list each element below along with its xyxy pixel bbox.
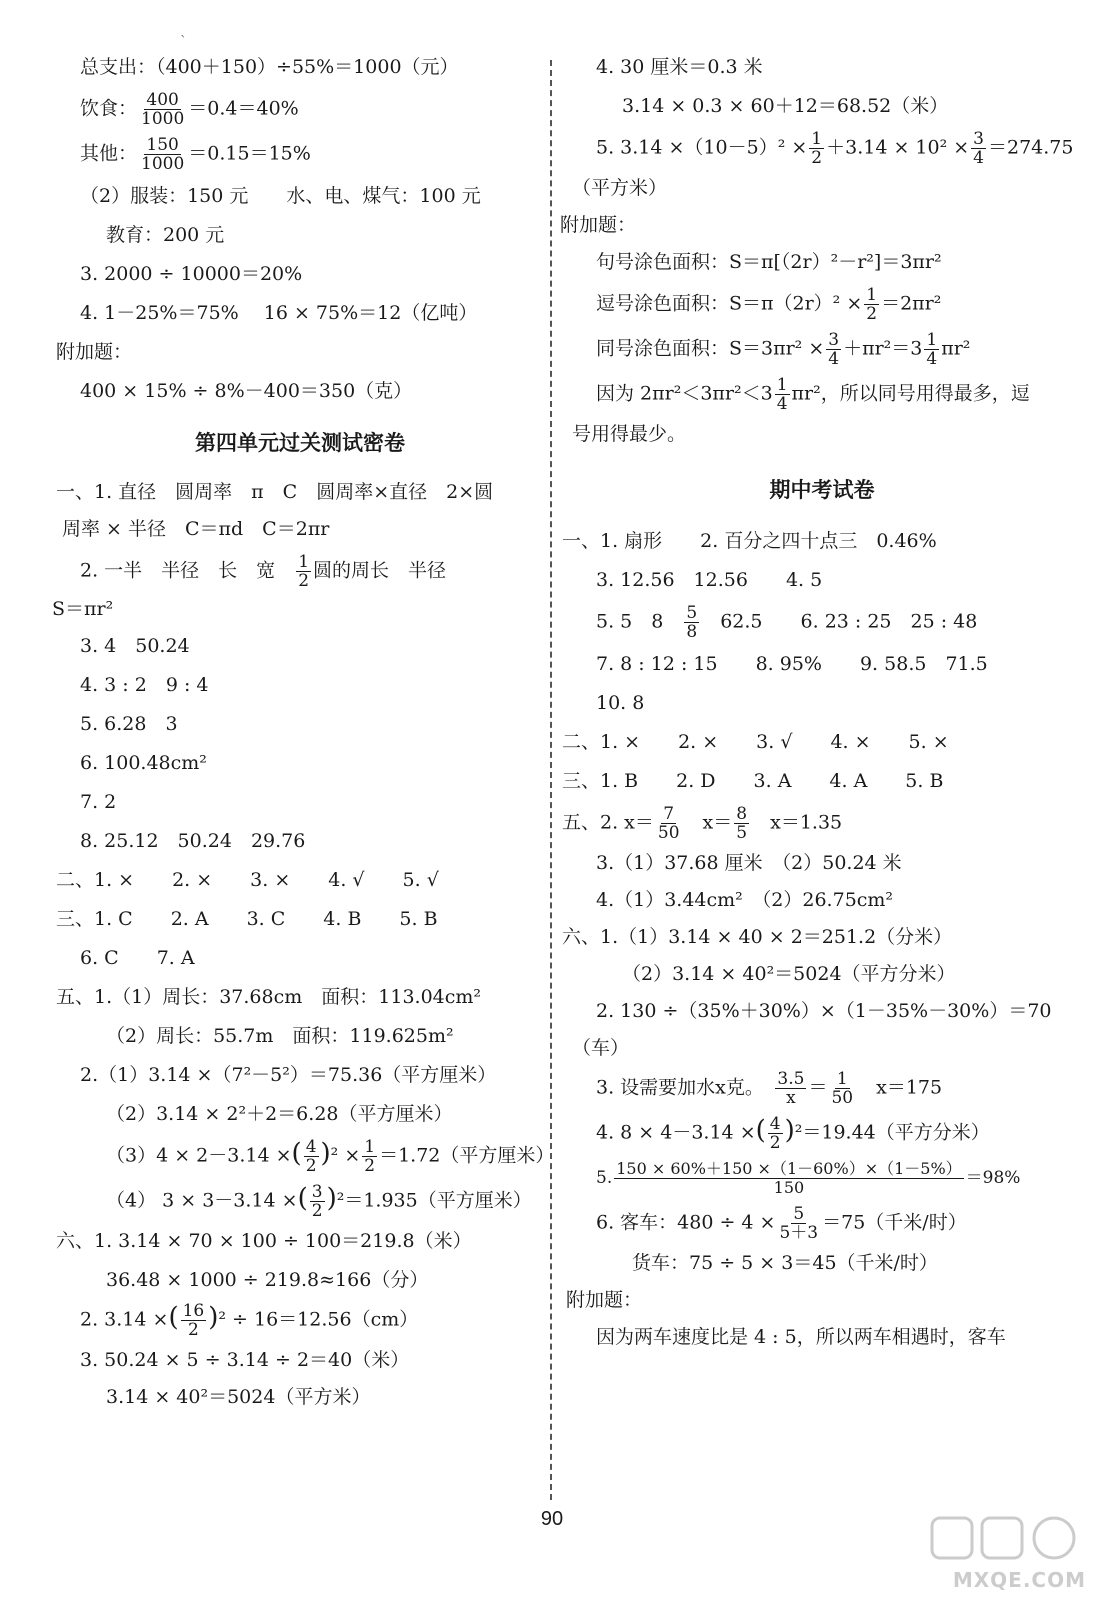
expression: 5. 5 8 xyxy=(596,610,664,633)
expression: ＝98% xyxy=(965,1168,1021,1188)
expression: ＝75（千米/时） xyxy=(822,1211,967,1234)
text-line xyxy=(572,286,1072,323)
text-line: （平方米） xyxy=(572,177,668,199)
expression: ² ÷ 16＝12.56（cm） xyxy=(218,1308,419,1331)
expression: ＝274.75 xyxy=(988,136,1074,159)
text-line: 3. 4 50.24 xyxy=(80,635,190,657)
watermark-text: MXQE.COM xyxy=(952,1568,1086,1592)
text-line xyxy=(572,604,1072,641)
text-line: 4. 8 × 4－3.14 ×( $\frac{4}{2}$ )²＝19.44（平方分米） xyxy=(596,1114,990,1153)
expression: ＋πr²＝3 xyxy=(843,337,923,360)
text-line: 7. 8 : 12 : 15 8. 95% 9. 58.5 71.5 xyxy=(596,653,988,675)
page-number: 90 xyxy=(540,1508,564,1530)
section-title: 期中考试卷 xyxy=(769,478,875,502)
fraction: $\frac{1}{2}$ xyxy=(866,285,878,324)
text-line xyxy=(572,1070,1072,1107)
text-line: 10. 8 xyxy=(596,692,645,714)
right-column xyxy=(560,54,1074,1351)
text-line: S＝πr² xyxy=(52,598,114,620)
text-line: 教育：200 元 xyxy=(106,224,225,246)
text-line: 4. 1－25%＝75% 16 × 75%＝12（亿吨） xyxy=(80,302,478,324)
text-line: 400 × 15% ÷ 8%－400＝350（克） xyxy=(80,380,413,402)
text-line: 6. 100.48cm² xyxy=(80,752,207,774)
fraction: $\frac{3}{4}$ xyxy=(973,129,984,168)
expression: 5. 3.14 ×（10－5）² × xyxy=(596,136,808,159)
fraction: $\frac{5}{5+3}$ xyxy=(779,1204,819,1243)
expression: 2. 一半 半径 长 宽 xyxy=(80,559,276,582)
fraction: $\frac{400}{1000}$ xyxy=(141,90,185,129)
expression: （4） 3 × 3－3.14 × xyxy=(106,1189,298,1212)
expression: πr² xyxy=(941,337,971,360)
expression: πr²，所以同号用得最多，逗 xyxy=(791,382,1030,405)
expression: ＝1.72（平方厘米） xyxy=(379,1144,555,1167)
text-line: （2）3.14 × 2²＋2＝6.28（平方厘米） xyxy=(106,1103,453,1125)
text-line: 4.（1）3.44cm² （2）26.75cm² xyxy=(596,889,894,911)
text-line xyxy=(572,1160,1072,1197)
text-line: 4. 30 厘米＝0.3 米 xyxy=(596,56,763,78)
expression: 圆的周长 半径 xyxy=(313,559,447,582)
left-column xyxy=(52,54,555,1411)
text-line: 货车：75 ÷ 5 × 3＝45（千米/时） xyxy=(632,1252,938,1274)
fraction: $\frac{8}{5}$ xyxy=(736,804,748,843)
text-line: 附加题： xyxy=(56,341,133,363)
watermark-logo xyxy=(926,1512,1086,1592)
text-line xyxy=(562,805,1072,842)
expression: x＝ xyxy=(702,811,733,834)
fraction: $\frac{1}{2}$ xyxy=(298,552,310,591)
text-line: 六、1. 3.14 × 70 × 100 ÷ 100＝219.8（米） xyxy=(56,1230,472,1252)
text-line: （3）4 × 2－3.14 ×( $\frac{4}{2}$ )² × $\frac{1}{2}$ ＝1.72（平方厘米） xyxy=(106,1137,555,1176)
text-line: 一、1. 直径 圆周率 π C 圆周率×直径 2×圆 xyxy=(56,481,494,503)
expression: ² × xyxy=(330,1144,361,1167)
text-line: 号用得最少。 xyxy=(572,423,687,445)
text-line: 2. 3.14 ×( $\frac{16}{2}$ )² ÷ 16＝12.56（cm） xyxy=(80,1301,419,1340)
text-line: 3.14 × 40²＝5024（平方米） xyxy=(106,1386,371,1408)
text-line: 6. C 7. A xyxy=(80,947,195,969)
fraction: $\frac{3}{2}$ xyxy=(311,1182,323,1221)
watermark-icon xyxy=(926,1512,1086,1568)
text-line: 一、1. 扇形 2. 百分之四十点三 0.46% xyxy=(562,530,937,552)
fraction: $\frac{1}{4}$ xyxy=(776,375,788,414)
text-line: 周率 × 半径 C＝πd C＝2πr xyxy=(62,518,330,540)
text-line: 8. 25.12 50.24 29.76 xyxy=(80,830,306,852)
text-line xyxy=(56,553,544,590)
fraction: $\frac{1}{4}$ xyxy=(926,330,938,369)
fraction: $\frac{150}{1000}$ xyxy=(141,135,185,174)
label: 其他： xyxy=(80,142,138,165)
fraction: $\frac{5}{8}$ xyxy=(686,603,698,642)
fraction: $\frac{7}{50}$ xyxy=(657,804,680,843)
text-line xyxy=(572,1205,1072,1242)
text-line: 附加题： xyxy=(560,214,637,236)
text-line: 3. 2000 ÷ 10000＝20% xyxy=(80,263,303,285)
scan-mark: ˋ xyxy=(180,34,187,50)
expression: 5. xyxy=(596,1168,613,1188)
text-line: 二、1. × 2. × 3. × 4. √ 5. √ xyxy=(56,869,439,891)
text-line xyxy=(572,331,1072,368)
expression: 2. 3.14 × xyxy=(80,1308,169,1331)
expression: ＋3.14 × 10² × xyxy=(826,136,970,159)
text-line: 3.14 × 0.3 × 60＋12＝68.52（米） xyxy=(622,95,949,117)
fraction: $\frac{4}{2}$ xyxy=(305,1137,317,1176)
fraction: $\frac{3}{4}$ xyxy=(828,330,840,369)
fraction: $\frac{150 \times 60\%+150 \times(1-60\%)\times(1-5\%)}{150}$ xyxy=(616,1159,962,1197)
fraction: $\frac{4}{2}$ xyxy=(769,1114,781,1153)
text-line xyxy=(572,130,1072,167)
expression: 6. 客车：480 ÷ 4 × xyxy=(596,1211,776,1234)
text-line: 7. 2 xyxy=(80,791,117,813)
text-line: 4. 3 : 2 9 : 4 xyxy=(80,674,209,696)
expression: 62.5 6. 23 : 25 25 : 48 xyxy=(720,610,978,633)
text-line: 2. 130 ÷（35%＋30%）×（1－35%－30%）＝70 xyxy=(596,1000,1052,1022)
text-line: 三、1. C 2. A 3. C 4. B 5. B xyxy=(56,908,438,930)
text-line xyxy=(56,91,544,128)
text-line: 六、1.（1）3.14 × 40 × 2＝251.2（分米） xyxy=(562,926,953,948)
expression: x＝1.35 xyxy=(770,811,843,834)
text-line: （2）周长：55.7m 面积：119.625m² xyxy=(106,1025,454,1047)
text-line: 三、1. B 2. D 3. A 4. A 5. B xyxy=(562,770,944,792)
fraction: $\frac{1}{2}$ xyxy=(364,1137,376,1176)
text-line: 3. 12.56 12.56 4. 5 xyxy=(596,569,823,591)
expression: ＝0.4＝40% xyxy=(188,97,299,120)
text-line xyxy=(56,136,544,173)
fraction: $\frac{3.5}{x}$ xyxy=(777,1069,805,1108)
text-line: 二、1. × 2. × 3. √ 4. × 5. × xyxy=(562,731,949,753)
text-line: 总支出：（400＋150）÷55%＝1000（元） xyxy=(80,56,459,78)
text-line: （车） xyxy=(572,1037,630,1059)
expression: ＝ xyxy=(808,1076,828,1099)
expression: ²＝1.935（平方厘米） xyxy=(336,1189,532,1212)
text-line: 36.48 × 1000 ÷ 219.8≈166（分） xyxy=(106,1269,429,1291)
expression: （3）4 × 2－3.14 × xyxy=(106,1144,292,1167)
text-line: 句号涂色面积：S＝π[（2r）²－r²]＝3πr² xyxy=(596,251,942,273)
text-line: （4） 3 × 3－3.14 ×( $\frac{3}{2}$ )²＝1.935（平方厘米） xyxy=(106,1182,532,1221)
text-line: 五、1.（1）周长：37.68cm 面积：113.04cm² xyxy=(56,986,482,1008)
expression: ＝2πr² xyxy=(881,292,942,315)
expression: ＝0.15＝15% xyxy=(188,142,311,165)
expression: 4. 8 × 4－3.14 × xyxy=(596,1121,756,1144)
expression: 逗号涂色面积：S＝π（2r）² × xyxy=(596,292,863,315)
text-line: 3.（1）37.68 厘米 （2）50.24 米 xyxy=(596,852,902,874)
fraction: $\frac{16}{2}$ xyxy=(182,1301,205,1340)
text-line: 3. 50.24 × 5 ÷ 3.14 ÷ 2＝40（米） xyxy=(80,1349,410,1371)
section-title: 第四单元过关测试密卷 xyxy=(195,431,405,455)
expression: 同号涂色面积：S＝3πr² × xyxy=(596,337,825,360)
column-divider xyxy=(550,60,552,1500)
text-line: （2）3.14 × 40²＝5024（平方分米） xyxy=(622,963,956,985)
expression: ²＝19.44（平方分米） xyxy=(794,1121,990,1144)
label: 饮食： xyxy=(80,97,138,120)
expression: 因为 2πr²＜3πr²＜3 xyxy=(596,382,773,405)
text-line: 附加题： xyxy=(566,1289,643,1311)
text-line: 5. 6.28 3 xyxy=(80,713,178,735)
text-line: 2.（1）3.14 ×（7²－5²）＝75.36（平方厘米） xyxy=(80,1064,497,1086)
fraction: $\frac{1}{50}$ xyxy=(831,1069,854,1108)
text-line: （2）服装：150 元 水、电、煤气：100 元 xyxy=(80,185,481,207)
expression: 3. 设需要加水x克。 xyxy=(596,1076,755,1099)
text-line xyxy=(572,376,1072,413)
expression: 五、2. x＝ xyxy=(562,811,654,834)
expression: x＝175 xyxy=(876,1076,943,1099)
fraction: $\frac{1}{2}$ xyxy=(811,129,823,168)
text-line: 因为两车速度比是 4 : 5，所以两车相遇时，客车 xyxy=(596,1326,1006,1348)
